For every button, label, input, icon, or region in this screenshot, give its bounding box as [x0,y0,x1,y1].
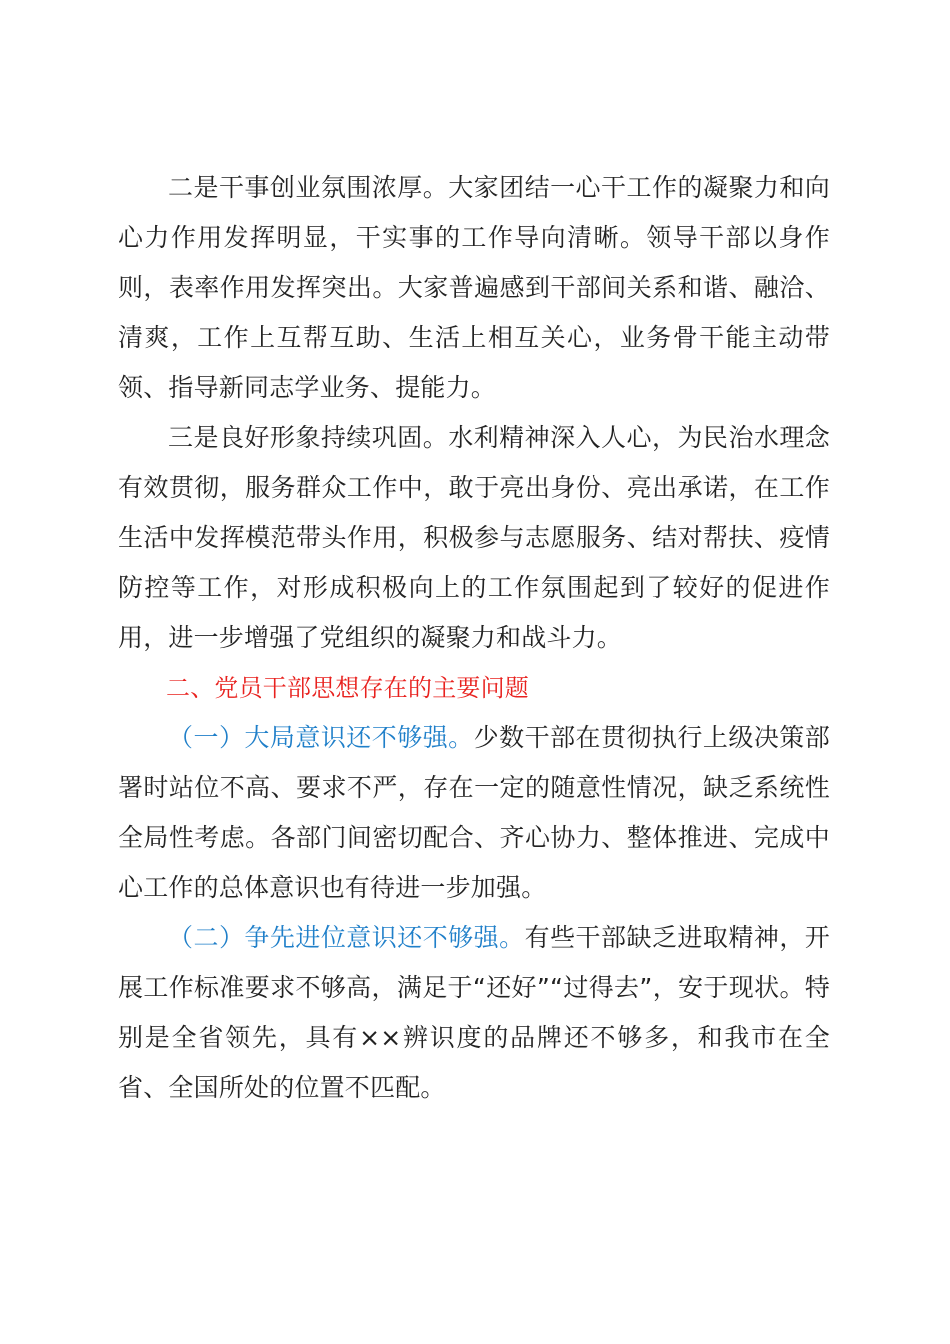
issue-item-1-body: 少数干部在贯彻执行上级决策部署时站位不高、要求不严，存在一定的随意性情况，缺乏系统性全局性考虑。各部门间密切配合、齐心协力、整体推进、完成中心工作的总体意识也有待进一步加强。 [118,723,830,902]
paragraph-image: 三是良好形象持续巩固。水利精神深入人心，为民治水理念有效贯彻，服务群众工作中，敢于亮出身份、亮出承诺，在工作生活中发挥模范带头作用，积极参与志愿服务、结对帮扶、疫情防控等工作，对形成积极向上的工作氛围起到了较好的促进作用，进一步增强了党组织的凝聚力和战斗力。 [118,423,830,652]
issue-item-1 [118,713,830,913]
section-heading: 二、党员干部思想存在的主要问题 [166,674,529,702]
issue-item-2-body: 有些干部缺乏进取精神，开展工作标准要求不够高，满足于“还好”“过得去”，安于现状。特别是全省领先，具有××辨识度的品牌还不够多，和我市在全省、全国所处的位置不匹配。 [118,923,830,1102]
issue-item-2 [118,913,830,1113]
issue-item-2-title: （二）争先进位意识还不够强。 [168,923,525,952]
paragraph-atmosphere: 二是干事创业氛围浓厚。大家团结一心干工作的凝聚力和向心力作用发挥明显，干实事的工作导向清晰。领导干部以身作则，表率作用发挥突出。大家普遍感到干部间关系和谐、融洽、清爽，工作上互帮互助、生活上相互关心，业务骨干能主动带领、指导新同志学业务、提能力。 [118,173,830,402]
issue-item-1-title: （一）大局意识还不够强。 [168,723,474,752]
document-body [118,163,830,1113]
